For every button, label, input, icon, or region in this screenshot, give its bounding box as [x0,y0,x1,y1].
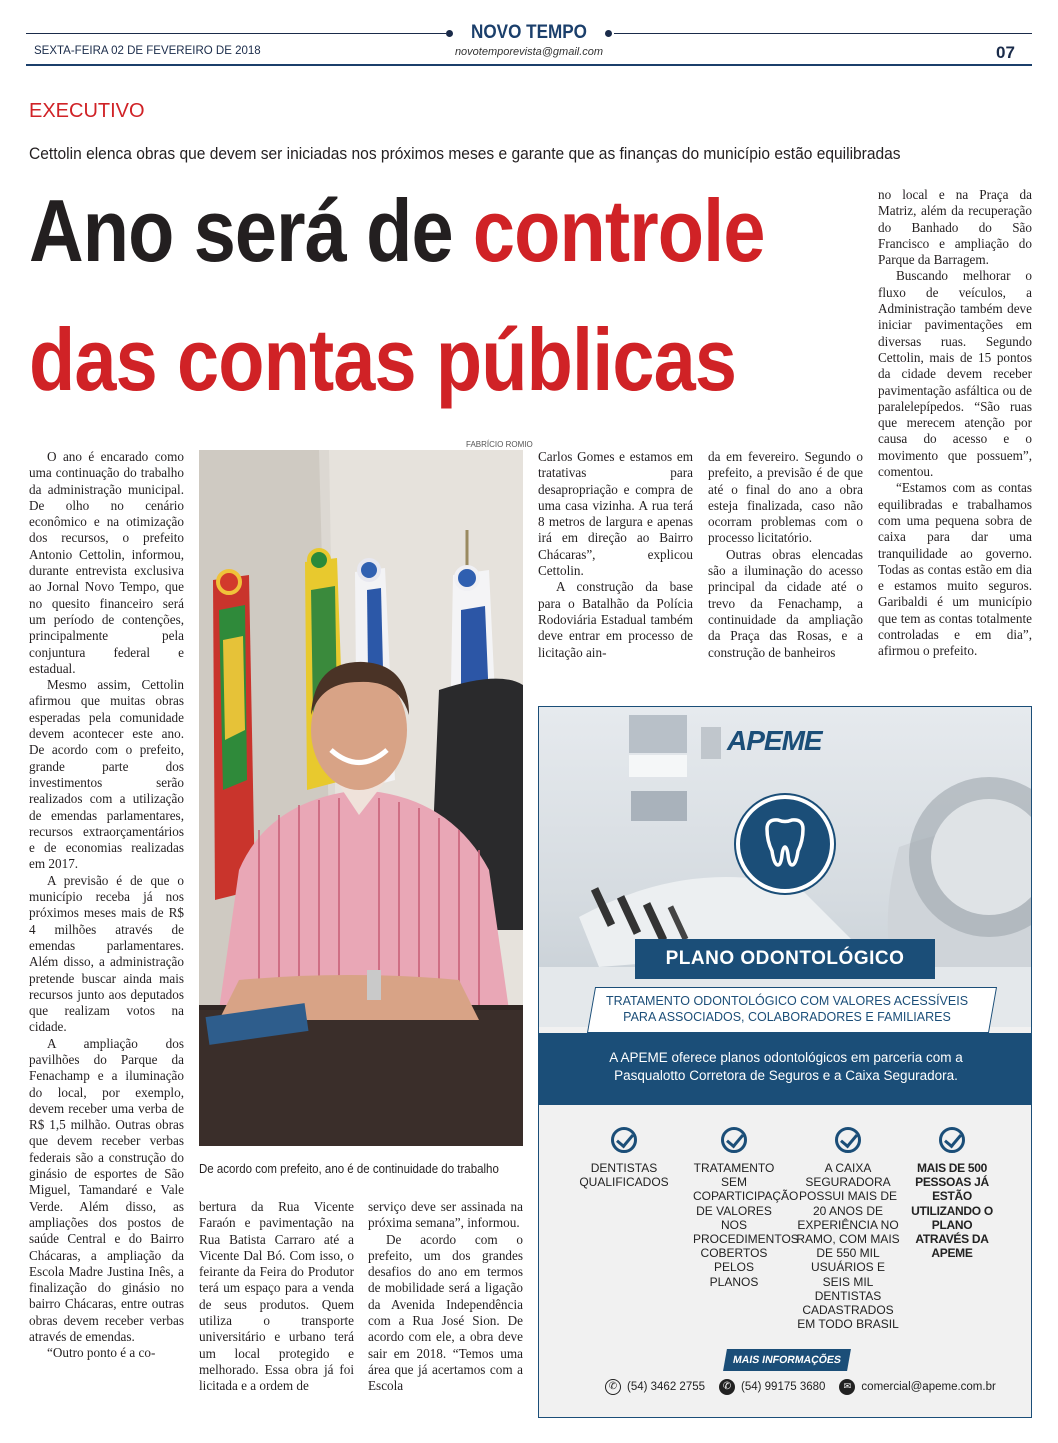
header-email: novotemporevista@gmail.com [454,46,604,58]
check-icon [611,1127,637,1153]
article-column-4-top: da em fevereiro. Segundo o prefeito, a previsão é de que até o final do ano a obra esteja finalizada, caso não ocorram problemas com o processo licitatório. Outras obras elencadas são a iluminação do acesso principal da cidade até o trevo da Fenachamp, a continuidade da ampliação da Praça das Rosas, e a construção de banheiros [708,449,863,660]
photo-credit: FABRÍCIO ROMIO [466,440,533,449]
tooth-icon [736,795,834,893]
article-column-3-top: Carlos Gomes e estamos em tratativas para desapropriação e compra de uma casa vizinha. A rua terá 8 metros de largura e apenas irá em direção ao Bairro Chácaras”, explicou Cettolin. A construção da base para o Batalhão da Polícia Rodoviária Estadual também deve entrar em processo de licitação ain- [538,449,693,660]
contact-row [605,1377,1005,1397]
photo-caption: De acordo com prefeito, ano é de continuidade do trabalho [199,1162,499,1176]
feature-1: DENTISTAS QUALIFICADOS [569,1127,679,1189]
feature-2: TRATAMENTO SEM COPARTICIPAÇÃO DE VALORES NOS PROCEDIMENTOS COBERTOS PELOS PLANOS [679,1127,789,1289]
phone-icon: ✆ [605,1379,621,1395]
headline-line1 [29,182,765,280]
article-column-1: O ano é encarado como uma continuação do trabalho da administração municipal. De olho no cenário econômico e na otimização dos recursos, o prefeito Antonio Cettolin, informou, durante entrevista exclusiva ao Jornal Novo Tempo, que no quesito financeiro será um período de contenções, principalmente pela conjuntura federal e estadual. Mesmo assim, Cettolin afirmou que muitas obras esperadas pela comunidade devem acontecer este ano. De acordo com o prefeito, grande parte dos investimentos serão realizados com a utilização de emendas parlamentares, recursos extraorçamentários e de economias realizadas em 2017. A previsão é de que o município receba já nos próximos meses mais de R$ 4 milhões através de emendas parlamentares. Além disso, a administração pretende buscar ainda mais recursos junto aos deputados que realizam votos na cidade. A ampliação dos pavilhões do Parque da Fenachamp e a iluminação do local, por exemplo, devem receber uma verba de R$ 1,5 milhão. Outras obras que devem receber verbas federais são a construção do ginásio de esportes de São Miguel, Tamandaré e Vale Verde. Além disso, as ampliações dos postos de saúde Central e do Bairro Chácaras, a ampliação da Escola Madre Justina Inês, a finalização do ginásio no bairro Chácaras, entre outras obras devem receber verbas através de emendas. “Outro ponto é a co- [29,449,184,1361]
whatsapp-number[interactable]: (54) 99175 3680 [741,1381,826,1393]
plan-title: PLANO ODONTOLÓGICO [635,939,935,979]
headline-red-word: controle [472,181,765,280]
mail-icon: ✉ [839,1379,855,1395]
feature-4: MAIS DE 500 PESSOAS JÁ ESTÃO UTILIZANDO O PLANO ATRAVÉS DA APEME [897,1127,1007,1260]
header-date: SEXTA-FEIRA 02 DE FEVEREIRO DE 2018 [34,45,261,57]
banner-line-1: TRATAMENTO ODONTOLÓGICO COM VALORES ACESSÍVEIS [605,994,969,1008]
section-label: EXECUTIVO [29,100,145,122]
masthead: NOVO TEMPO [471,22,587,43]
check-icon [721,1127,747,1153]
article-column-3-bottom: serviço deve ser assinada na próxima semana”, informou. De acordo com o prefeito, um dos grandes desafios do ano em termos de mobilidade será a ligação da Avenida Independência com a Rua José Sion. De acordo com ele, a obra deve sair em 2018. “Temos uma área que já acertamos com a Escola [368,1199,523,1394]
contact-email[interactable]: comercial@apeme.com.br [861,1381,996,1393]
article-column-2: bertura da Rua Vicente Faraón e pavimentação na Rua Batista Carraro até a Vicente Dal Bó. Com isso, o feirante da Feira do Produtor terá um espaço para a venda de seus produtos. Quem utiliza o transporte universitário e urbano terá um local protegido e melhorado. Essa obra já foi licitada e a ordem de [199,1199,354,1394]
offer-line-2: Pasqualotto Corretora de Seguros e a Caixa Seguradora. [614,1068,958,1083]
check-icon [939,1127,965,1153]
article-subtitle: Cettolin elenca obras que devem ser iniciadas nos próximos meses e garante que as finanças do município estão equilibradas [29,144,901,163]
apeme-logo: APEME [727,725,822,756]
offer-line-1: A APEME oferece planos odontológicos em parceria com a [609,1050,963,1065]
check-icon [835,1127,861,1153]
apeme-ad [538,706,1032,1418]
headline-line2: das contas públicas [29,310,737,409]
article-column-5: no local e na Praça da Matriz, além da recuperação do Banhado do São Francisco e ampliação do Parque da Barragem. Buscando melhorar o fluxo de veículos, a Administração também deve iniciar pavimentações em diversas ruas. Segundo Cettolin, mais de 15 pontos da cidade devem receber pavimentação asfáltica ou de paralelepípedos. “São ruas que merecem atenção por causa do acesso e o movimento que possuem”, comentou. “Estamos com as contas equilibradas e trabalhamos com uma pequena sobra de caixa para dar uma tranquilidade ao governo. Todas as contas estão em dia e estamos muito seguros. Garibaldi é um município que tem as contas totalmente controladas e em dia”, afirmou o prefeito. [878,187,1032,659]
more-info-label: MAIS INFORMAÇÕES [723,1349,851,1371]
headline-dark: Ano será de [29,181,473,280]
feature-3: A CAIXA SEGURADORA POSSUI MAIS DE 20 ANOS DE EXPERIÊNCIA NO RAMO, COM MAIS DE 550 MIL USUÁRIOS E SEIS MIL DENTISTAS CADASTRADOS EM TODO BRASIL [793,1127,903,1331]
phone-number[interactable]: (54) 3462 2755 [627,1381,706,1393]
mayor-photo [199,450,523,1146]
banner-line-2: PARA ASSOCIADOS, COLABORADORES E FAMILIARES [623,1010,951,1024]
page-number: 07 [996,43,1015,62]
whatsapp-icon: ✆ [719,1379,735,1395]
